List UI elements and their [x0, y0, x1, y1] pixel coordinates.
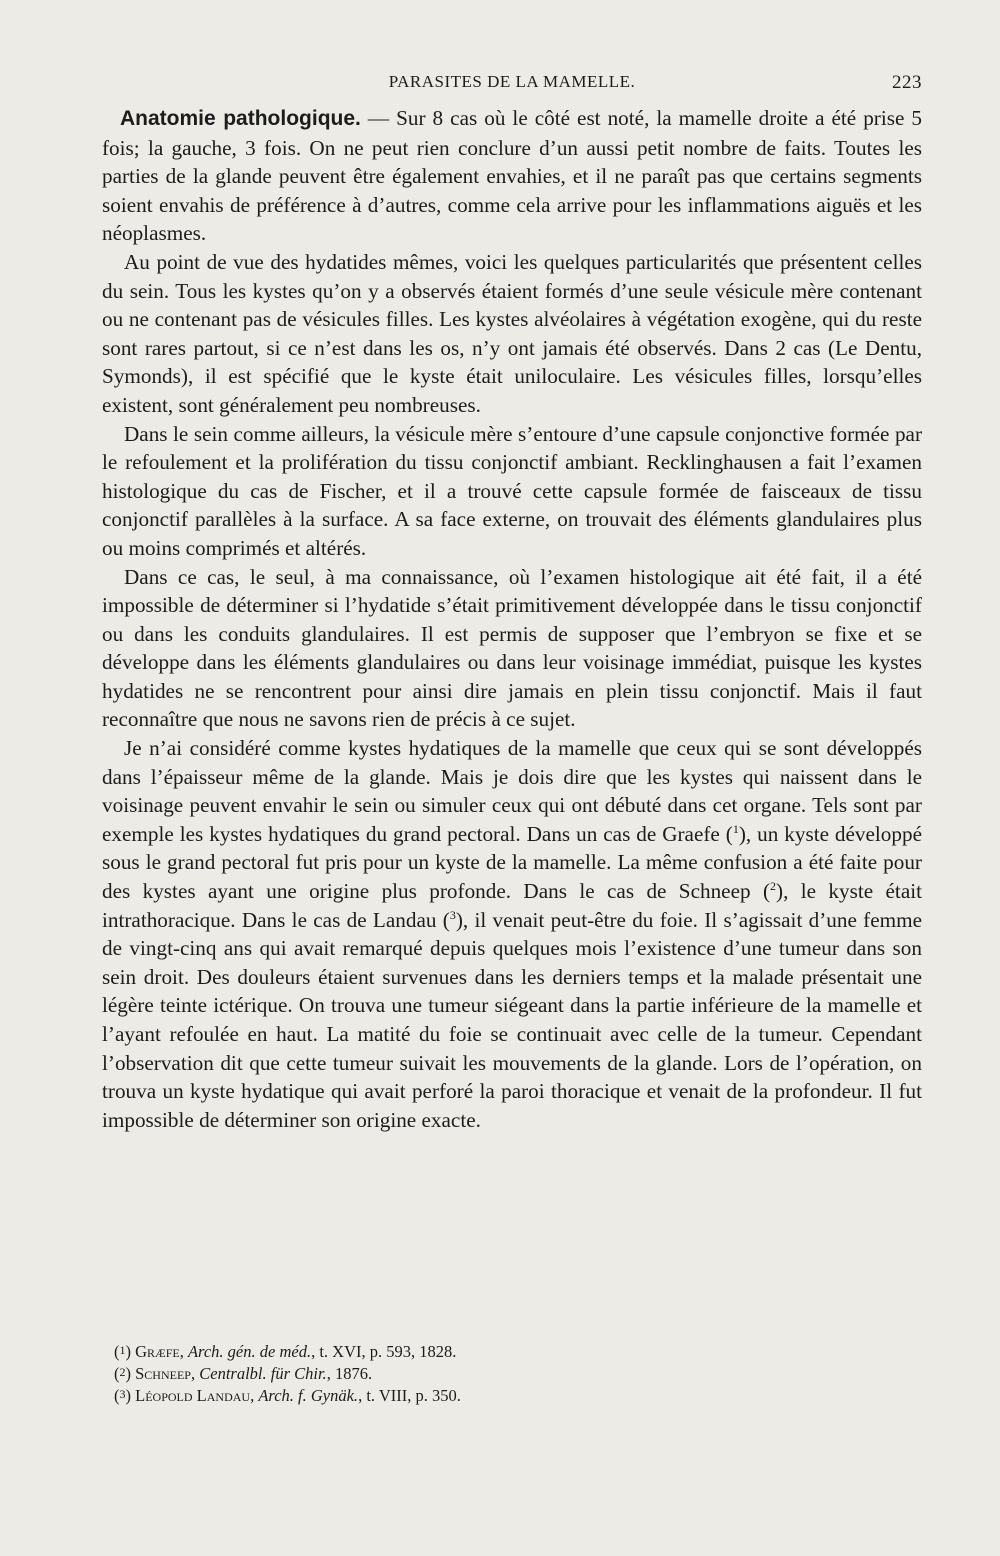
footnote: (2) Schneep, Centralbl. für Chir., 1876.: [114, 1364, 373, 1383]
footnote-author: Græfe: [135, 1342, 180, 1361]
footnote-mark: 3: [119, 1387, 126, 1401]
footnote-author: Schneep: [135, 1364, 191, 1383]
footnote-work: Arch. f. Gynäk.: [258, 1386, 359, 1405]
paragraph: [102, 104, 922, 248]
footnote-ref: 2: [770, 878, 777, 893]
section-heading: Anatomie pathologique.: [120, 107, 361, 130]
footnotes: [102, 1340, 922, 1406]
footnote-mark: 2: [119, 1365, 126, 1379]
footnote: (1) Græfe, Arch. gén. de méd., t. XVI, p. 593, 1828.: [114, 1342, 457, 1361]
running-head: [102, 72, 922, 100]
footnote-ref: 1: [732, 821, 739, 836]
running-title: PARASITES DE LA MAMELLE.: [388, 72, 636, 91]
paragraph: Au point de vue des hydatides mêmes, voici les quelques particularités que présentent celles du sein. Tous les kystes qu’on y a observés étaient formés d’une seule vésicule mère contenant ou ne contenant pas de vésicules filles. Les kystes alvéolaires à végétation exogène, qui du reste sont rares partout, si ce n’est dans les os, n’y ont jamais été observés. Dans 2 cas (Le Dentu, Symonds), il est spécifié que le kyste était uniloculaire. Les vésicules filles, lorsqu’elles existent, sont généralement peu nombreuses.: [102, 249, 922, 417]
footnote-author: Léopold Landau: [135, 1386, 251, 1405]
footnote-rest: , t. VIII, p. 350.: [358, 1386, 461, 1405]
paragraph: [102, 734, 922, 1134]
paragraph-text: Je n’ai considéré comme kystes hydatiques de la mamelle que ceux qui se sont développés dans l’épaisseur même de la glande. Mais je dois dire que les kystes qui naissent dans le voisinage peuvent envahir le sein ou simuler ceux qui ont débuté dans cet organe. Tels sont par exemple les kystes hydatiques du grand pectoral. Dans un cas de Graefe (: [102, 736, 922, 846]
footnote-work: Centralbl. für Chir.: [199, 1364, 327, 1383]
paragraph: Dans ce cas, le seul, à ma connaissance, où l’examen histologique ait été fait, il a été impossible de déterminer si l’hydatide s’était primitivement développée dans le tissu conjonctif ou dans les conduits glandulaires. Il est permis de supposer que l’embryon se fixe et se développe dans les éléments glandulaires ou dans leur voisinage immédiat, puisque les kystes hydatides ne se rencontrent pour ainsi dire jamais en plein tissu conjonctif. Mais il faut reconnaître que nous ne savons rien de précis à ce sujet.: [102, 564, 922, 732]
footnote-mark: 1: [119, 1343, 126, 1357]
paragraph: Dans le sein comme ailleurs, la vésicule mère s’entoure d’une capsule conjonctive formée par le refoulement et la prolifération du tissu conjonctif ambiant. Recklinghausen a fait l’examen histologique du cas de Fischer, et il a trouvé cette capsule formée de faisceaux de tissu conjonctif parallèles à la surface. A sa face externe, on trouvait des éléments glandulaires plus ou moins comprimés et altérés.: [102, 421, 922, 560]
footnote-work: Arch. gén. de méd.: [187, 1342, 312, 1361]
page-number: 223: [892, 72, 922, 93]
paragraph-text: ), il venait peut-être du foie. Il s’agissait d’une femme de vingt-cinq ans qui avait remarqué depuis quelques mois l’existence d’une tumeur dans son sein droit. Des douleurs étaient survenues dans les derniers temps et la malade présentait une légère teinte ictérique. On trouva une tumeur siégeant dans la partie inférieure de la mamelle et l’ayant refoulée en haut. La matité du foie se continuait avec celle de la tumeur. Cependant l’observation dit que cette tumeur suivait les mouvements de la glande. Lors de l’opération, on trouva un kyste hydatique qui avait perforé la paroi thoracique et venait de la profondeur. Il fut impossible de déterminer son origine exacte.: [102, 907, 923, 1132]
footnote: (3) Léopold Landau, Arch. f. Gynäk., t. VIII, p. 350.: [114, 1386, 461, 1405]
footnote-rest: , t. XVI, p. 593, 1828.: [311, 1342, 457, 1361]
paragraph-text: ), un kyste développé sous le grand pectoral fut pris pour un kyste de la mamelle. La même confusion a été faite pour des kystes ayant une origine plus profonde. Dans le cas de Schneep (: [102, 821, 922, 904]
body-text: [102, 104, 922, 1134]
paragraph-text: — Sur 8 cas où le côté est noté, la mamelle droite a été prise 5 fois; la gauche, 3 fois. On ne peut rien conclure d’un aussi petit nombre de faits. Toutes les parties de la glande peuvent être également envahies, et il ne paraît pas que certains segments soient envahis de préférence à d’autres, comme cela arrive pour les inflammations aiguës et les néoplasmes.: [102, 106, 922, 246]
paragraph-text: ), le kyste était intrathoracique. Dans le cas de Landau (: [102, 879, 922, 932]
footnote-rest: , 1876.: [326, 1364, 373, 1383]
footnote-ref: 3: [449, 907, 456, 922]
